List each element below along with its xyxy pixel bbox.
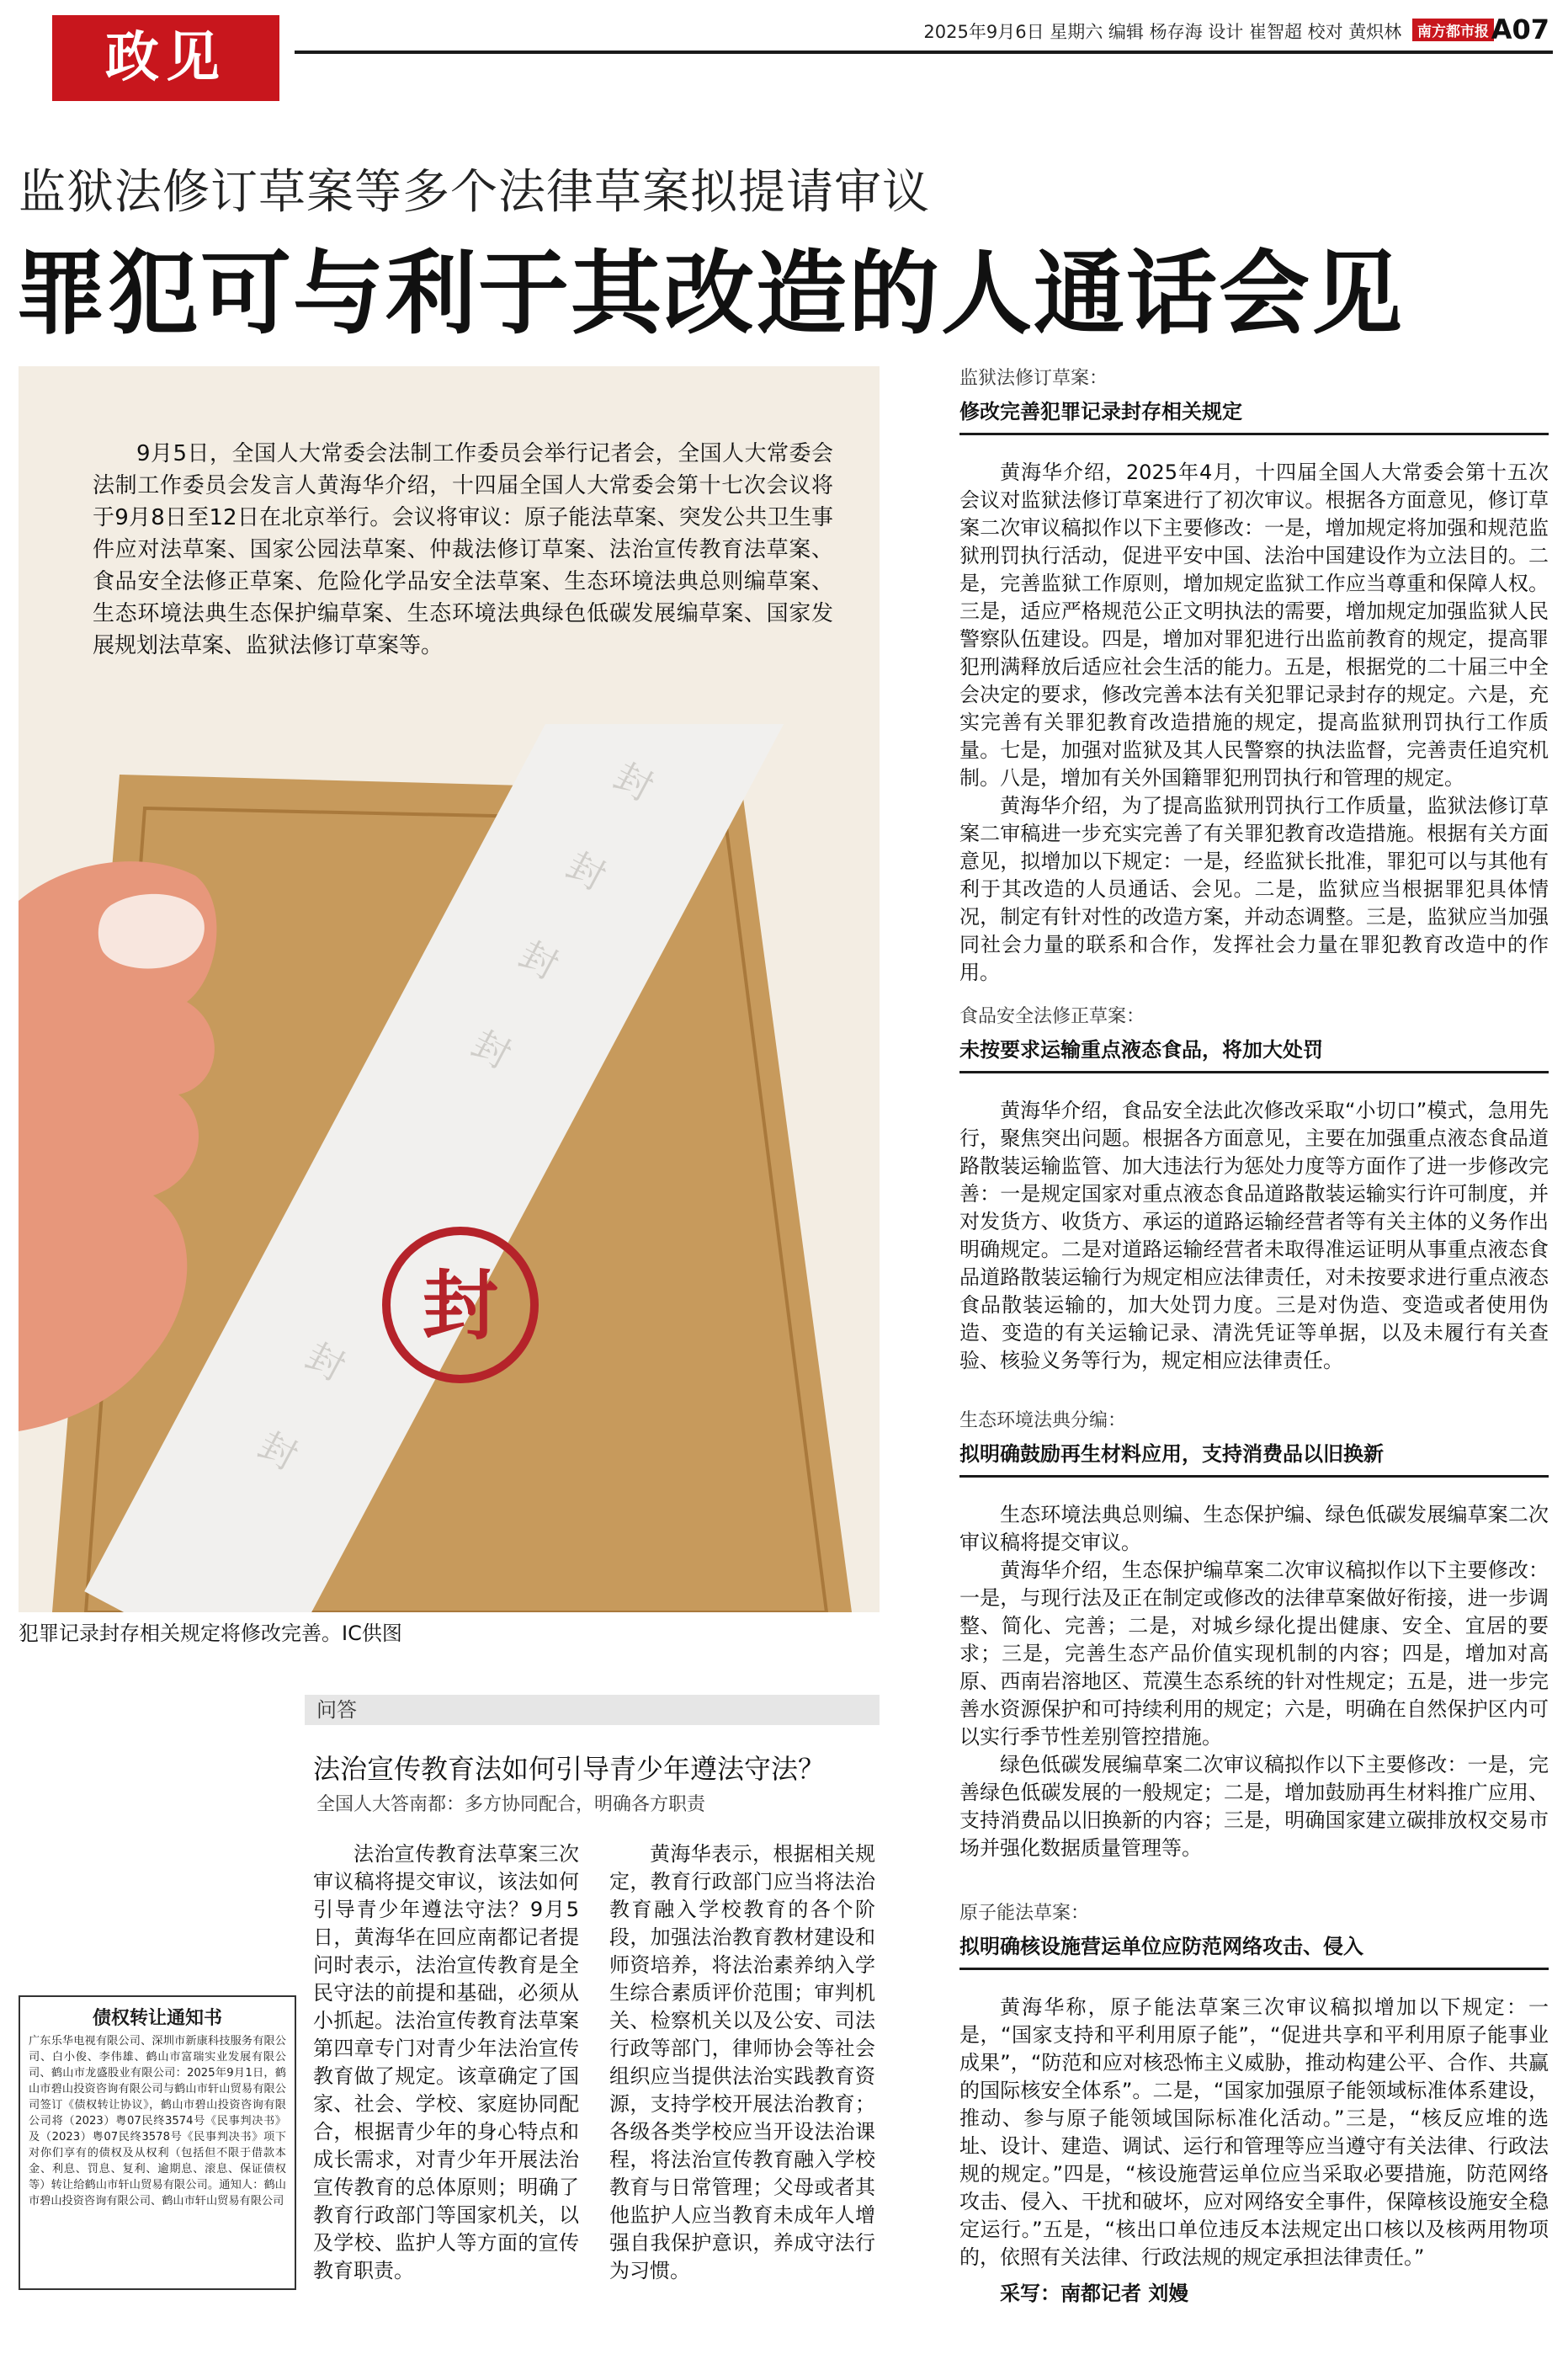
article-kicker: 监狱法修订草案等多个法律草案拟提请审议 <box>19 165 930 220</box>
section-label: 生态环境法典分编： <box>959 1410 1127 1431</box>
section-paragraph: 黄海华介绍，为了提高监狱刑罚执行工作质量，监狱法修订草案二审稿进一步充实完善了有关罪犯教育改造措施。根据有关方面意见，拟增加以下规定：一是，经监狱长批准，罪犯可以与其他有利于其改造的人员通话、会见。二是，监狱应当根据罪犯具体情况，制定有针对性的改造方案，并动态调整。三是，监狱应当加强同社会力量的联系和合作，发挥社会力量在罪犯教育改造中的作用。 <box>959 794 1549 984</box>
tape-char: 封 <box>607 754 661 811</box>
byline: 采写：南都记者 刘嫚 <box>1000 2282 1189 2305</box>
section-paragraph: 绿色低碳发展编草案二次审议稿拟作以下主要修改：一是，完善绿色低碳发展的一般规定；二是，增加鼓励再生材料推广应用、支持消费品以旧换新的内容；三是，明确国家建立碳排放权交易市场并强化数据质量管理等。 <box>959 1753 1549 1860</box>
qa-band: 问答 <box>305 1695 880 1725</box>
notice-title: 债权转让通知书 <box>92 2007 222 2029</box>
date-editor-line: 2025年9月6日 星期六 编辑 杨存海 设计 崔智超 校对 黄炽林 <box>923 22 1402 42</box>
section-label: 监狱法修订草案： <box>959 368 1108 389</box>
tape-char: 封 <box>299 1334 352 1390</box>
qa-title: 法治宣传教育法如何引导青少年遵法守法？ <box>313 1753 826 1785</box>
qa-column-1: 法治宣传教育法草案三次审议稿将提交审议，该法如何引导青少年遵法守法？9月5日，黄海华在回应南都记者提问时表示，法治宣传教育是全民守法的前提和基础，必须从小抓起。法治宣传教育法草案第四章专门对青少年法治宣传教育做了规定。该章确定了国家、社会、学校、家庭协同配合，根据青少年的身心特点和成长需求，对青少年开展法治宣传教育的总体原则；明确了教育行政部门等国家机关，以及学校、监护人等方面的宣传教育职责。 <box>313 1842 579 2282</box>
section-paragraph: 黄海华介绍，食品安全法此次修改采取“小切口”模式，急用先行，聚焦突出问题。根据各方面意见，主要在加强重点液态食品道路散装运输监管、加大违法行为惩处力度等方面作了进一步修改完善：一是规定国家对重点液态食品道路散装运输实行许可制度，并对发货方、收货方、承运的道路运输经营者等有关主体的义务作出明确规定。二是对道路运输经营者未取得准运证明从事重点液态食品道路散装运输行为规定相应法律责任，对未按要求进行重点液态食品散装运输的，加大处罚力度。三是对伪造、变造或者使用伪造、变造的有关运输记录、清洗凭证等单据，以及未履行有关查验、核验义务等行为，规定相应法律责任。 <box>959 1099 1549 1372</box>
tape-char: 封 <box>512 933 566 989</box>
lead-paragraph: 9月5日，全国人大常委会法制工作委员会举行记者会，全国人大常委会法制工作委员会发言人黄海华介绍，十四届全国人大常委会第十七次会议将于9月8日至12日在北京举行。会议将审议：原子能法草案、突发公共卫生事件应对法草案、国家公园法草案、仲裁法修订草案、法治宣传教育法草案、食品安全法修正草案、危险化学品安全法草案、生态环境法典总则编草案、生态环境法典生态保护编草案、生态环境法典绿色低碳发展编草案、国家发展规划法草案、监狱法修订草案等。 <box>93 441 833 658</box>
section-atomic-energy <box>959 1899 1549 2306</box>
section-paragraph: 黄海华介绍，生态保护编草案二次审议稿拟作以下主要修改：一是，与现行法及正在制定或修改的法律草案做好衔接，进一步调整、简化、完善；二是，对城乡绿化提出健康、安全、宜居的要求；三是，完善生态产品价值实现机制的内容；四是，增加对高原、西南岩溶地区、荒漠生态系统的针对性规定；五是，进一步完善水资源保护和可持续利用的规定；六是，明确在自然保护区内可以实行季节性差别管控措施。 <box>959 1558 1549 1749</box>
tape-char: 封 <box>465 1022 518 1078</box>
date-line <box>923 19 1494 44</box>
article-headline: 罪犯可与利于其改造的人通话会见 <box>15 242 1405 347</box>
section-title: 未按要求运输重点液态食品，将加大处罚 <box>959 1033 1549 1073</box>
section-label: 食品安全法修正草案： <box>959 1006 1145 1027</box>
qa-subtitle: 全国人大答南都：多方协同配合，明确各方职责 <box>316 1794 706 1815</box>
section-prison-law <box>959 364 1549 987</box>
sealed-envelope-illustration <box>19 724 880 1612</box>
section-paragraph: 黄海华称，原子能法草案三次审议稿拟增加以下规定：一是，“国家支持和平利用原子能”，“促进共享和平利用原子能事业成果”，“防范和应对核恐怖主义威胁，推动构建公平、合作、共赢的国际核安全体系”。二是，“国家加强原子能领域标准体系建设，推动、参与原子能领域国际标准化活动。”三是，“核反应堆的选址、设计、建造、调试、运行和管理等应当遵守有关法律、行政法规的规定。”四是，“核设施营运单位应当采取必要措施，防范网络攻击、侵入、干扰和破坏，应对网络安全事件，保障核设施安全稳定运行。”五是，“核出口单位违反本法规定出口核以及核两用物项的，依照有关法律、行政法规的规定承担法律责任。” <box>959 1995 1549 2269</box>
photo-caption: 犯罪记录封存相关规定将修改完善。IC供图 <box>19 1622 402 1645</box>
section-title: 修改完善犯罪记录封存相关规定 <box>959 395 1549 435</box>
illustration-svg <box>19 724 880 1612</box>
debt-transfer-notice <box>19 1995 296 2290</box>
qa-column-2: 黄海华表示，根据相关规定，教育行政部门应当将法治教育融入学校教育的各个阶段，加强法治教育教材建设和师资培养，将法治素养纳入学生综合素质评价范围；审判机关、检察机关以及公安、司法行政等部门，律师协会等社会组织应当提供法治实践教育资源，支持学校开展法治教育；各级各类学校应当开设法治课程，将法治宣传教育融入学校教育与日常管理；父母或者其他监护人应当教育未成年人增强自我保护意识，养成守法行为习惯。 <box>609 1842 875 2282</box>
section-label: 原子能法草案： <box>959 1903 1090 1924</box>
section-title: 拟明确核设施营运单位应防范网络攻击、侵入 <box>959 1930 1549 1970</box>
tape-char: 封 <box>559 844 613 900</box>
page-number: A07 <box>1491 13 1549 45</box>
section-paragraph: 黄海华介绍，2025年4月，十四届全国人大常委会第十五次会议对监狱法修订草案进行了初次审议。根据各方面意见，修订草案二次审议稿拟作以下主要修改：一是，增加规定将加强和规范监狱刑罚执行活动，促进平安中国、法治中国建设作为立法目的。二是，完善监狱工作原则，增加规定监狱工作应当尊重和保障人权。三是，适应严格规范公正文明执法的需要，增加规定加强监狱人民警察队伍建设。四是，增加对罪犯进行出监前教育的规定，提高罪犯刑满释放后适应社会生活的能力。五是，根据党的二十届三中全会决定的要求，修改完善本法有关犯罪记录封存的规定。六是，充实完善有关罪犯教育改造措施的规定，提高监狱刑罚执行工作质量。七是，加强对监狱及其人民警察的执法监督，完善责任追究机制。八是，增加有关外国籍罪犯刑罚执行和管理的规定。 <box>959 461 1549 790</box>
section-eco-code <box>959 1406 1549 1862</box>
header-rule <box>295 51 1553 54</box>
notice-body: 广东乐华电视有限公司、深圳市新康科技服务有限公司、白小俊、李伟雄、鹤山市富瑞实业发展有限公司、鹤山市龙盛股业有限公司：2025年9月1日，鹤山市碧山投资咨询有限公司与鹤山市轩山贸易有限公司签订《债权转让协议》，鹤山市碧山投资咨询有限公司将（2023）粤07民终3574号《民事判决书》及（2023）粤07民终3578号《民事判决书》项下对你们享有的债权及从权利（包括但不限于借款本金、利息、罚息、复利、逾期息、滚息、保证债权等）转让给鹤山市轩山贸易有限公司。通知人：鹤山市碧山投资咨询有限公司、鹤山市轩山贸易有限公司 <box>29 2035 286 2208</box>
paper-logo: 南方都市报 <box>1412 19 1494 41</box>
section-title: 拟明确鼓励再生材料应用，支持消费品以旧换新 <box>959 1437 1549 1478</box>
section-paragraph: 生态环境法典总则编、生态保护编、绿色低碳发展编草案二次审议稿将提交审议。 <box>959 1503 1549 1554</box>
red-seal-char: 封 <box>423 1262 498 1350</box>
tape-char: 封 <box>251 1424 305 1479</box>
section-tag: 政见 <box>52 15 279 101</box>
section-food-safety <box>959 1002 1549 1375</box>
